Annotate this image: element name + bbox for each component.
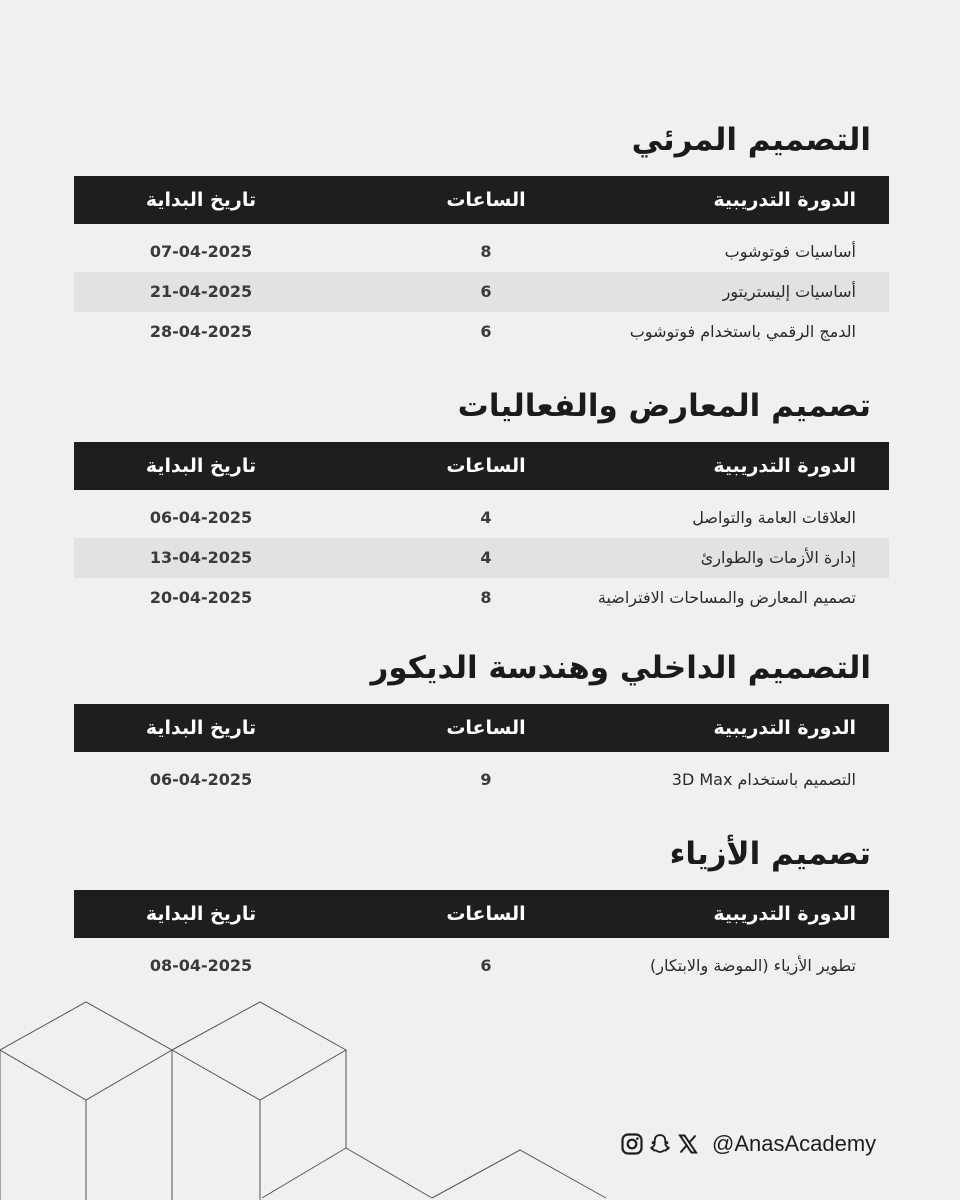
decorative-cubes — [0, 990, 640, 1200]
header-date: تاريخ البداية — [145, 903, 257, 925]
course-name: أساسيات إليستريتور — [722, 282, 856, 301]
header-hours: الساعات — [446, 717, 526, 739]
course-name: التصميم باستخدام 3D Max — [671, 770, 856, 789]
course-date: 07-04-2025 — [149, 242, 253, 261]
table-row — [74, 760, 889, 800]
instagram-icon[interactable] — [620, 1132, 644, 1156]
social-handle[interactable]: @AnasAcademy — [712, 1131, 877, 1156]
header-course: الدورة التدريبية — [713, 455, 856, 477]
course-date: 08-04-2025 — [149, 956, 253, 975]
header-course: الدورة التدريبية — [713, 189, 856, 211]
course-hours: 8 — [480, 242, 492, 261]
course-date: 06-04-2025 — [149, 508, 253, 527]
header-hours: الساعات — [446, 189, 526, 211]
x-icon[interactable] — [676, 1132, 700, 1156]
snapchat-icon[interactable] — [648, 1132, 672, 1156]
social-footer — [620, 1128, 876, 1160]
course-hours: 6 — [480, 322, 492, 341]
table-header — [74, 442, 889, 490]
header-course: الدورة التدريبية — [713, 717, 856, 739]
course-hours: 4 — [480, 508, 492, 527]
course-hours: 8 — [480, 588, 492, 607]
course-name: الدمج الرقمي باستخدام فوتوشوب — [629, 322, 856, 341]
section-title: تصميم الأزياء — [669, 836, 871, 872]
table-row — [74, 538, 889, 578]
course-hours: 4 — [480, 548, 492, 567]
table-row — [74, 946, 889, 986]
course-date: 13-04-2025 — [149, 548, 253, 567]
section-title: التصميم الداخلي وهندسة الديكور — [370, 650, 871, 686]
course-date: 21-04-2025 — [149, 282, 253, 301]
section-title: التصميم المرئي — [631, 122, 871, 158]
header-hours: الساعات — [446, 455, 526, 477]
table-row — [74, 232, 889, 272]
course-name: إدارة الأزمات والطوارئ — [700, 548, 856, 567]
table-row — [74, 498, 889, 538]
course-name: العلاقات العامة والتواصل — [692, 508, 856, 527]
course-hours: 6 — [480, 956, 492, 975]
course-hours: 9 — [480, 770, 492, 789]
course-date: 06-04-2025 — [149, 770, 253, 789]
course-date: 28-04-2025 — [149, 322, 253, 341]
course-date: 20-04-2025 — [149, 588, 253, 607]
course-name: تطوير الأزياء (الموضة والابتكار) — [649, 956, 856, 975]
header-hours: الساعات — [446, 903, 526, 925]
header-course: الدورة التدريبية — [713, 903, 856, 925]
table-header — [74, 890, 889, 938]
course-hours: 6 — [480, 282, 492, 301]
course-name: تصميم المعارض والمساحات الافتراضية — [597, 588, 856, 607]
table-header — [74, 176, 889, 224]
table-row — [74, 578, 889, 618]
header-date: تاريخ البداية — [145, 455, 257, 477]
section-title: تصميم المعارض والفعاليات — [457, 388, 871, 424]
header-date: تاريخ البداية — [145, 189, 257, 211]
table-row — [74, 312, 889, 352]
course-name: أساسيات فوتوشوب — [724, 242, 856, 261]
header-date: تاريخ البداية — [145, 717, 257, 739]
table-header — [74, 704, 889, 752]
table-row — [74, 272, 889, 312]
